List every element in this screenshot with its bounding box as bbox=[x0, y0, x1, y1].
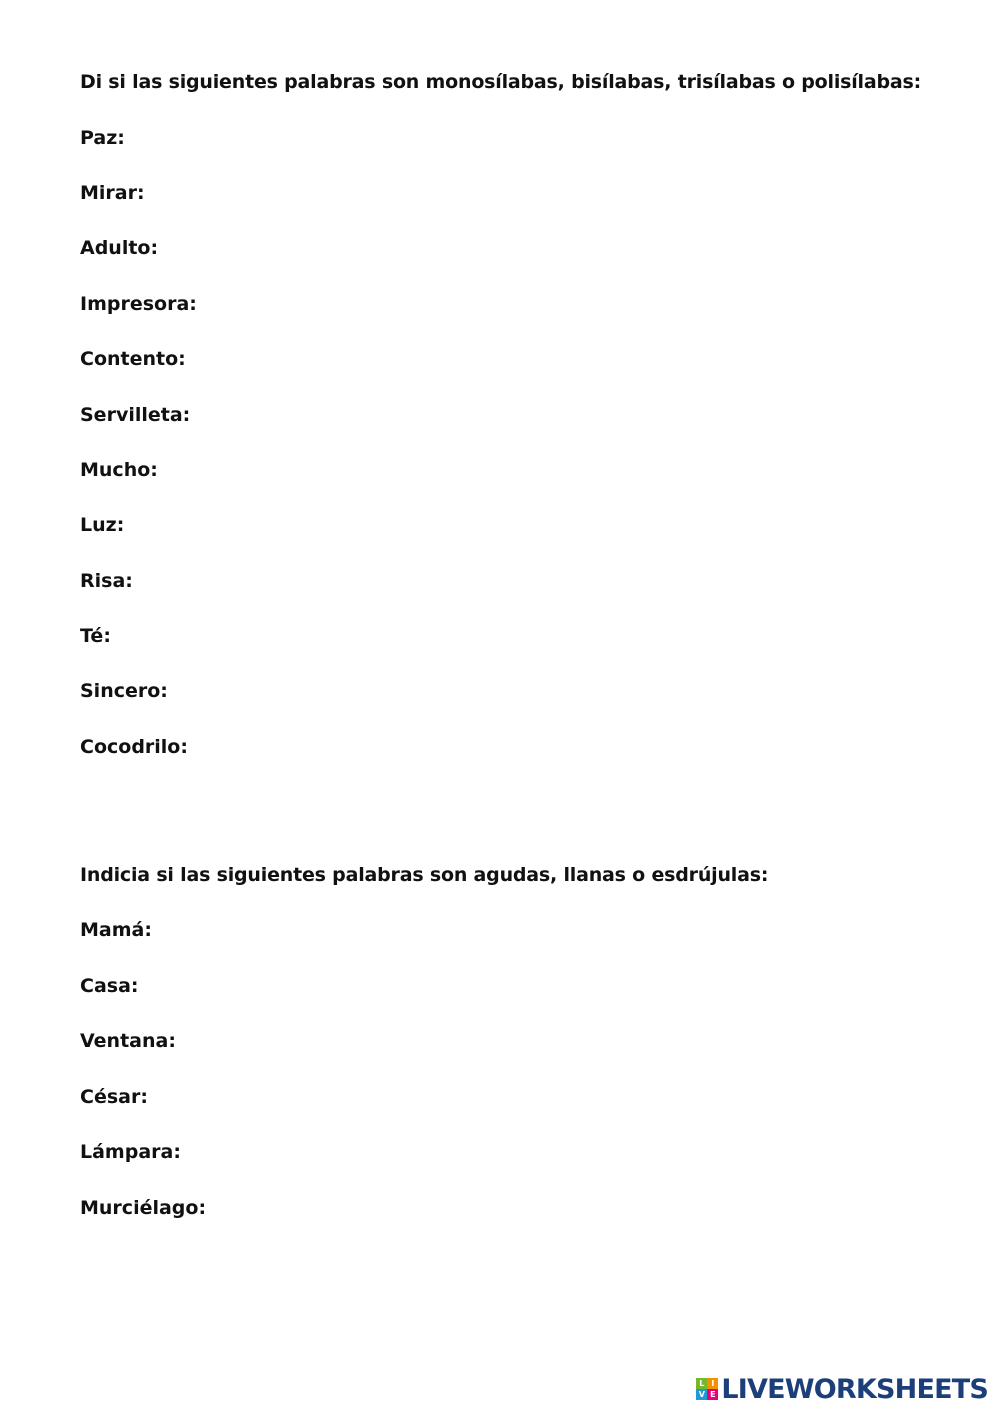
word-label-ventana: Ventana: bbox=[80, 1030, 176, 1052]
word-label-adulto: Adulto: bbox=[80, 237, 159, 259]
answer-field-mama[interactable] bbox=[158, 918, 722, 944]
answer-field-mucho[interactable] bbox=[162, 458, 726, 484]
word-label-paz: Paz: bbox=[80, 127, 125, 149]
liveworksheets-wordmark: LIVEWORKSHEETS bbox=[721, 1373, 988, 1405]
word-label-mirar: Mirar: bbox=[80, 182, 145, 204]
word-label-contento: Contento: bbox=[80, 348, 186, 370]
word-label-mama: Mamá: bbox=[80, 919, 152, 941]
answer-field-paz[interactable] bbox=[130, 126, 694, 152]
answer-field-mirar[interactable] bbox=[150, 181, 714, 207]
answer-field-cesar[interactable] bbox=[150, 1085, 714, 1111]
word-label-casa: Casa: bbox=[80, 975, 139, 997]
answer-field-ventana[interactable] bbox=[180, 1029, 744, 1055]
section1-instruction: Di si las siguientes palabras son monosílabas, bisílabas, trisílabas o polisílabas: bbox=[80, 71, 922, 93]
answer-field-luz[interactable] bbox=[128, 513, 692, 539]
word-label-cocodrilo: Cocodrilo: bbox=[80, 736, 188, 758]
word-label-servilleta: Servilleta: bbox=[80, 404, 191, 426]
logo-letter-v: V bbox=[696, 1389, 707, 1400]
answer-field-cocodrilo[interactable] bbox=[190, 735, 754, 761]
word-label-luz: Luz: bbox=[80, 514, 125, 536]
answer-field-risa[interactable] bbox=[136, 569, 700, 595]
answer-field-adulto[interactable] bbox=[162, 236, 726, 262]
answer-field-sincero[interactable] bbox=[168, 679, 732, 705]
word-label-murcielago: Murciélago: bbox=[80, 1197, 207, 1219]
liveworksheets-logo bbox=[696, 1372, 988, 1406]
answer-field-contento[interactable] bbox=[188, 347, 752, 373]
answer-field-murcielago[interactable] bbox=[206, 1196, 770, 1222]
answer-field-lampara[interactable] bbox=[184, 1140, 748, 1166]
answer-field-te[interactable] bbox=[118, 624, 682, 650]
word-label-sincero: Sincero: bbox=[80, 680, 168, 702]
answer-field-casa[interactable] bbox=[142, 974, 706, 1000]
word-label-impresora: Impresora: bbox=[80, 293, 197, 315]
word-label-cesar: César: bbox=[80, 1086, 148, 1108]
word-label-te: Té: bbox=[80, 625, 111, 647]
word-label-risa: Risa: bbox=[80, 570, 133, 592]
logo-letter-e: E bbox=[707, 1389, 718, 1400]
section2-instruction: Indicia si las siguientes palabras son agudas, llanas o esdrújulas: bbox=[80, 864, 769, 886]
word-label-lampara: Lámpara: bbox=[80, 1141, 181, 1163]
liveworksheets-logo-icon bbox=[696, 1378, 718, 1400]
answer-field-impresora[interactable] bbox=[198, 292, 762, 318]
word-label-mucho: Mucho: bbox=[80, 459, 158, 481]
logo-letter-i: I bbox=[707, 1378, 718, 1389]
logo-letter-l: L bbox=[696, 1378, 707, 1389]
answer-field-servilleta[interactable] bbox=[190, 403, 754, 429]
